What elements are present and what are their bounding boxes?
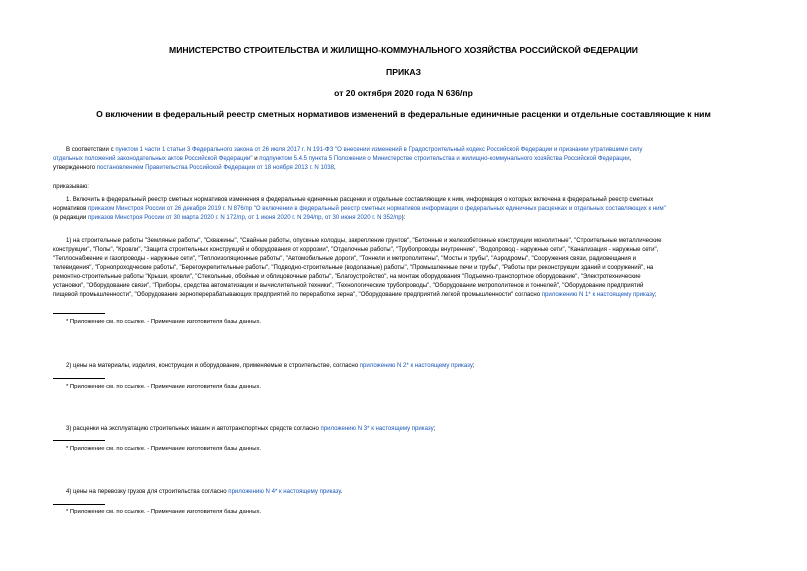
order-word: приказываю:: [53, 184, 89, 190]
preamble-line-3: [53, 164, 336, 172]
appendix-1-link[interactable]: приложению N 1* к настоящему приказу: [541, 292, 655, 298]
sub2-text: 2) цены на материалы, изделия, конструкции и оборудование, применяемые в строительстве, согласно: [66, 363, 360, 369]
footnote-text: * Приложение см. по ссылке. - Примечание изготовителя базы данных.: [66, 446, 262, 452]
sub4-line: [66, 488, 342, 496]
doc-title: О включении в федеральный реестр сметных нормативов изменений в федеральные единичные расценки и отдельные составляющие к ним: [96, 109, 711, 119]
appendix-3-link[interactable]: приложению N 3* к настоящему приказу: [320, 426, 434, 432]
sub4-text: 4) цены на перевозку грузов для строительства согласно: [66, 489, 229, 495]
footnote-divider: [53, 504, 105, 505]
sub3-text: 3) расценки на эксплуатацию строительных машин и автотранспортных средств согласно: [66, 426, 321, 432]
item1-text: ):: [401, 215, 406, 221]
sub1-line-2: конструкции", "Полы", "Кровли", "Защита строительных конструкций и оборудования от коррозии", "Отделочные работы", "Трубопроводы внутренние", "Водопровод - наружные сети", "Канализация - наружные сети",: [53, 247, 659, 253]
preamble-text: ,: [629, 156, 632, 162]
amending-orders-link[interactable]: приказов Минстроя России от 30 марта 2020 г. N 172/пр, от 1 июня 2020 г. N 294/пр, от 30 июня 2020 г. N 352/пр: [87, 215, 402, 221]
preamble-text: ,: [333, 165, 336, 171]
sub1-line-5: ремонтно-строительные работы "Крыши, кровли", "Стекольные, обойные и облицовочные работы", "Благоустройство", на монтаж оборудования "Подъемно-транспортное оборудование", "Электротехнические: [53, 274, 641, 280]
item1-line-1: 1. Включить в федеральный реестр сметных нормативов изменения в федеральные единичные расценки и отдельные составляющие к ним, информация о которых включена в федеральный реестр сметных: [66, 197, 654, 203]
appendix-4-link[interactable]: приложению N 4* к настоящему приказу: [228, 489, 341, 495]
preamble-line-2: [53, 155, 631, 163]
footnote-text: * Приложение см. по ссылке. - Примечание изготовителя базы данных.: [66, 509, 262, 515]
sub2-line: [66, 362, 475, 370]
sub1-line-3: "Теплоснабжение и газопроводы - наружные сети", "Теплоизоляционные работы", "Автомобильные дороги", "Тоннели и метрополитены", "Мосты и трубы", "Аэродромы", "Сооружения связи, радиовещания и: [53, 256, 636, 262]
law-191-fz-link-cont[interactable]: отдельных положений законодательных актов Российской Федерации": [53, 156, 253, 162]
sub1-line-7: [53, 291, 657, 299]
sub3-text: ;: [433, 426, 436, 432]
footnote-divider: [53, 440, 105, 441]
appendix-2-link[interactable]: приложению N 2* к настоящему приказу: [359, 363, 473, 369]
sub4-text: .: [340, 489, 343, 495]
footnote-divider: [53, 378, 105, 379]
sub1-text: пищевой промышленности", "Оборудование зерноперерабатывающих предприятий по переработке зерна", "Оборудование предприятий легкой промышленности" согласно: [53, 292, 542, 298]
doc-date-number: от 20 октября 2020 года N 636/пр: [334, 88, 473, 98]
sub3-line: [66, 425, 435, 433]
preamble-text: утвержденного: [53, 165, 97, 171]
sub1-line-4: телевидения", "Горнопроходческие работы", "Берегоукрепительные работы", "Подводно-строительные (водолазные) работы", "Промышленные печи и трубы", "Работы при реконструкции зданий и сооружений", на: [53, 265, 654, 271]
doc-type-heading: ПРИКАЗ: [386, 67, 421, 77]
sub1-text: ;: [654, 292, 657, 298]
item1-text: (в редакции: [53, 215, 88, 221]
footnote-text: * Приложение см. по ссылке. - Примечание изготовителя базы данных.: [66, 384, 262, 390]
preamble-line-1: [66, 146, 642, 154]
law-191-fz-link[interactable]: пунктом 1 части 1 статьи 3 Федерального закона от 26 июля 2017 г. N 191-ФЗ "О внесении изменений в Градостроительный кодекс Российской Федерации и признании утратившими силу: [115, 147, 643, 153]
government-decree-1038-link[interactable]: постановлением Правительства Российской Федерации от 18 ноября 2013 г. N 1038: [96, 165, 334, 171]
footnote-text: * Приложение см. по ссылке. - Примечание изготовителя базы данных.: [66, 319, 262, 325]
sub2-text: ;: [472, 363, 475, 369]
item1-line-3: [53, 214, 405, 222]
item1-line-2: [53, 205, 666, 213]
sub1-line-6: установки", "Оборудование связи", "Приборы, средства автоматизации и вычислительной техники", "Технологические трубопроводы", "Оборудование метрополитенов и тоннелей", "Оборудование предприятий: [53, 283, 644, 289]
order-876-pr-link[interactable]: приказом Минстроя России от 26 декабря 2019 г. N 876/пр "О включении в федеральный реестр сметных нормативов информации о федеральных единичных расценках и отдельных составляющих к ним": [88, 206, 666, 212]
footnote-divider: [53, 313, 105, 314]
ministry-heading: МИНИСТЕРСТВО СТРОИТЕЛЬСТВА И ЖИЛИЩНО-КОММУНАЛЬНОГО ХОЗЯЙСТВА РОССИЙСКОЙ ФЕДЕРАЦИИ: [169, 45, 638, 55]
regulation-5-4-5-link[interactable]: подпунктом 5.4.5 пункта 5 Положения о Министерстве строительства и жилищно-коммунального хозяйства Российской Федерации: [259, 156, 630, 162]
sub1-line-1: 1) на строительные работы "Земляные работы", "Скважины", "Свайные работы, опускные колодцы, закрепление грунтов", "Бетонные и железобетонные конструкции монолитные", "Строительные металлические: [66, 238, 662, 244]
item1-text: нормативов: [53, 206, 88, 212]
preamble-text: В соответствии с: [66, 147, 116, 153]
preamble-text: и: [252, 156, 260, 162]
